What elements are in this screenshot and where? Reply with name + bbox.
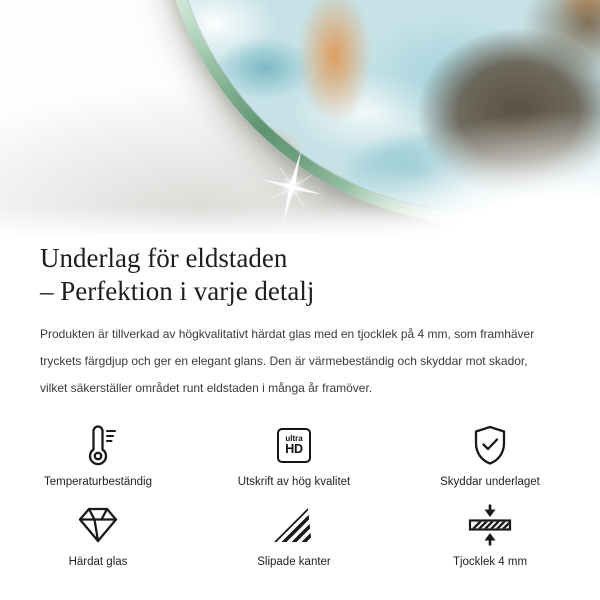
description-line: Produkten är tillverkad av högkvalitativt härdat glas med en tjocklek på 4 mm, som framhäver	[40, 327, 535, 341]
beveled-edge-icon	[272, 505, 316, 545]
feature-thickness	[392, 502, 588, 568]
ultra-hd-top-text: ultra	[285, 434, 303, 443]
shield-check-icon	[468, 423, 512, 467]
feature-print-quality	[196, 422, 392, 488]
feature-label: Temperaturbeständig	[43, 476, 153, 488]
page-title-line-2: – Perfektion i varje detalj	[40, 276, 315, 306]
ultra-hd-icon	[277, 428, 311, 463]
feature-label: Utskrift av hög kvalitet	[237, 476, 351, 488]
feature-label: Skyddar underlaget	[440, 476, 540, 488]
feature-label: Härdat glas	[68, 556, 128, 568]
description-line: vilket säkerställer området runt eldstaden i många år framöver.	[40, 381, 373, 395]
feature-temperature	[0, 422, 196, 488]
feature-tempered-glass	[0, 502, 196, 568]
page-title	[40, 242, 560, 308]
diamond-icon	[76, 505, 120, 545]
hero-fade-overlay	[0, 0, 600, 234]
product-hero-image	[0, 0, 600, 234]
page-title-line-1: Underlag för eldstaden	[40, 243, 288, 273]
feature-polished-edges	[196, 502, 392, 568]
features-grid	[0, 422, 588, 568]
thermometer-icon	[76, 423, 120, 467]
thickness-icon	[467, 503, 513, 547]
feature-label: Slipade kanter	[257, 556, 331, 568]
feature-protects-surface	[392, 422, 588, 488]
feature-label: Tjocklek 4 mm	[452, 556, 528, 568]
product-description	[40, 321, 560, 402]
description-line: tryckets färgdjup och ger en elegant glans. Den är värmebeständig och skyddar mot skador,	[40, 354, 528, 368]
ultra-hd-bottom-text: HD	[285, 442, 303, 456]
